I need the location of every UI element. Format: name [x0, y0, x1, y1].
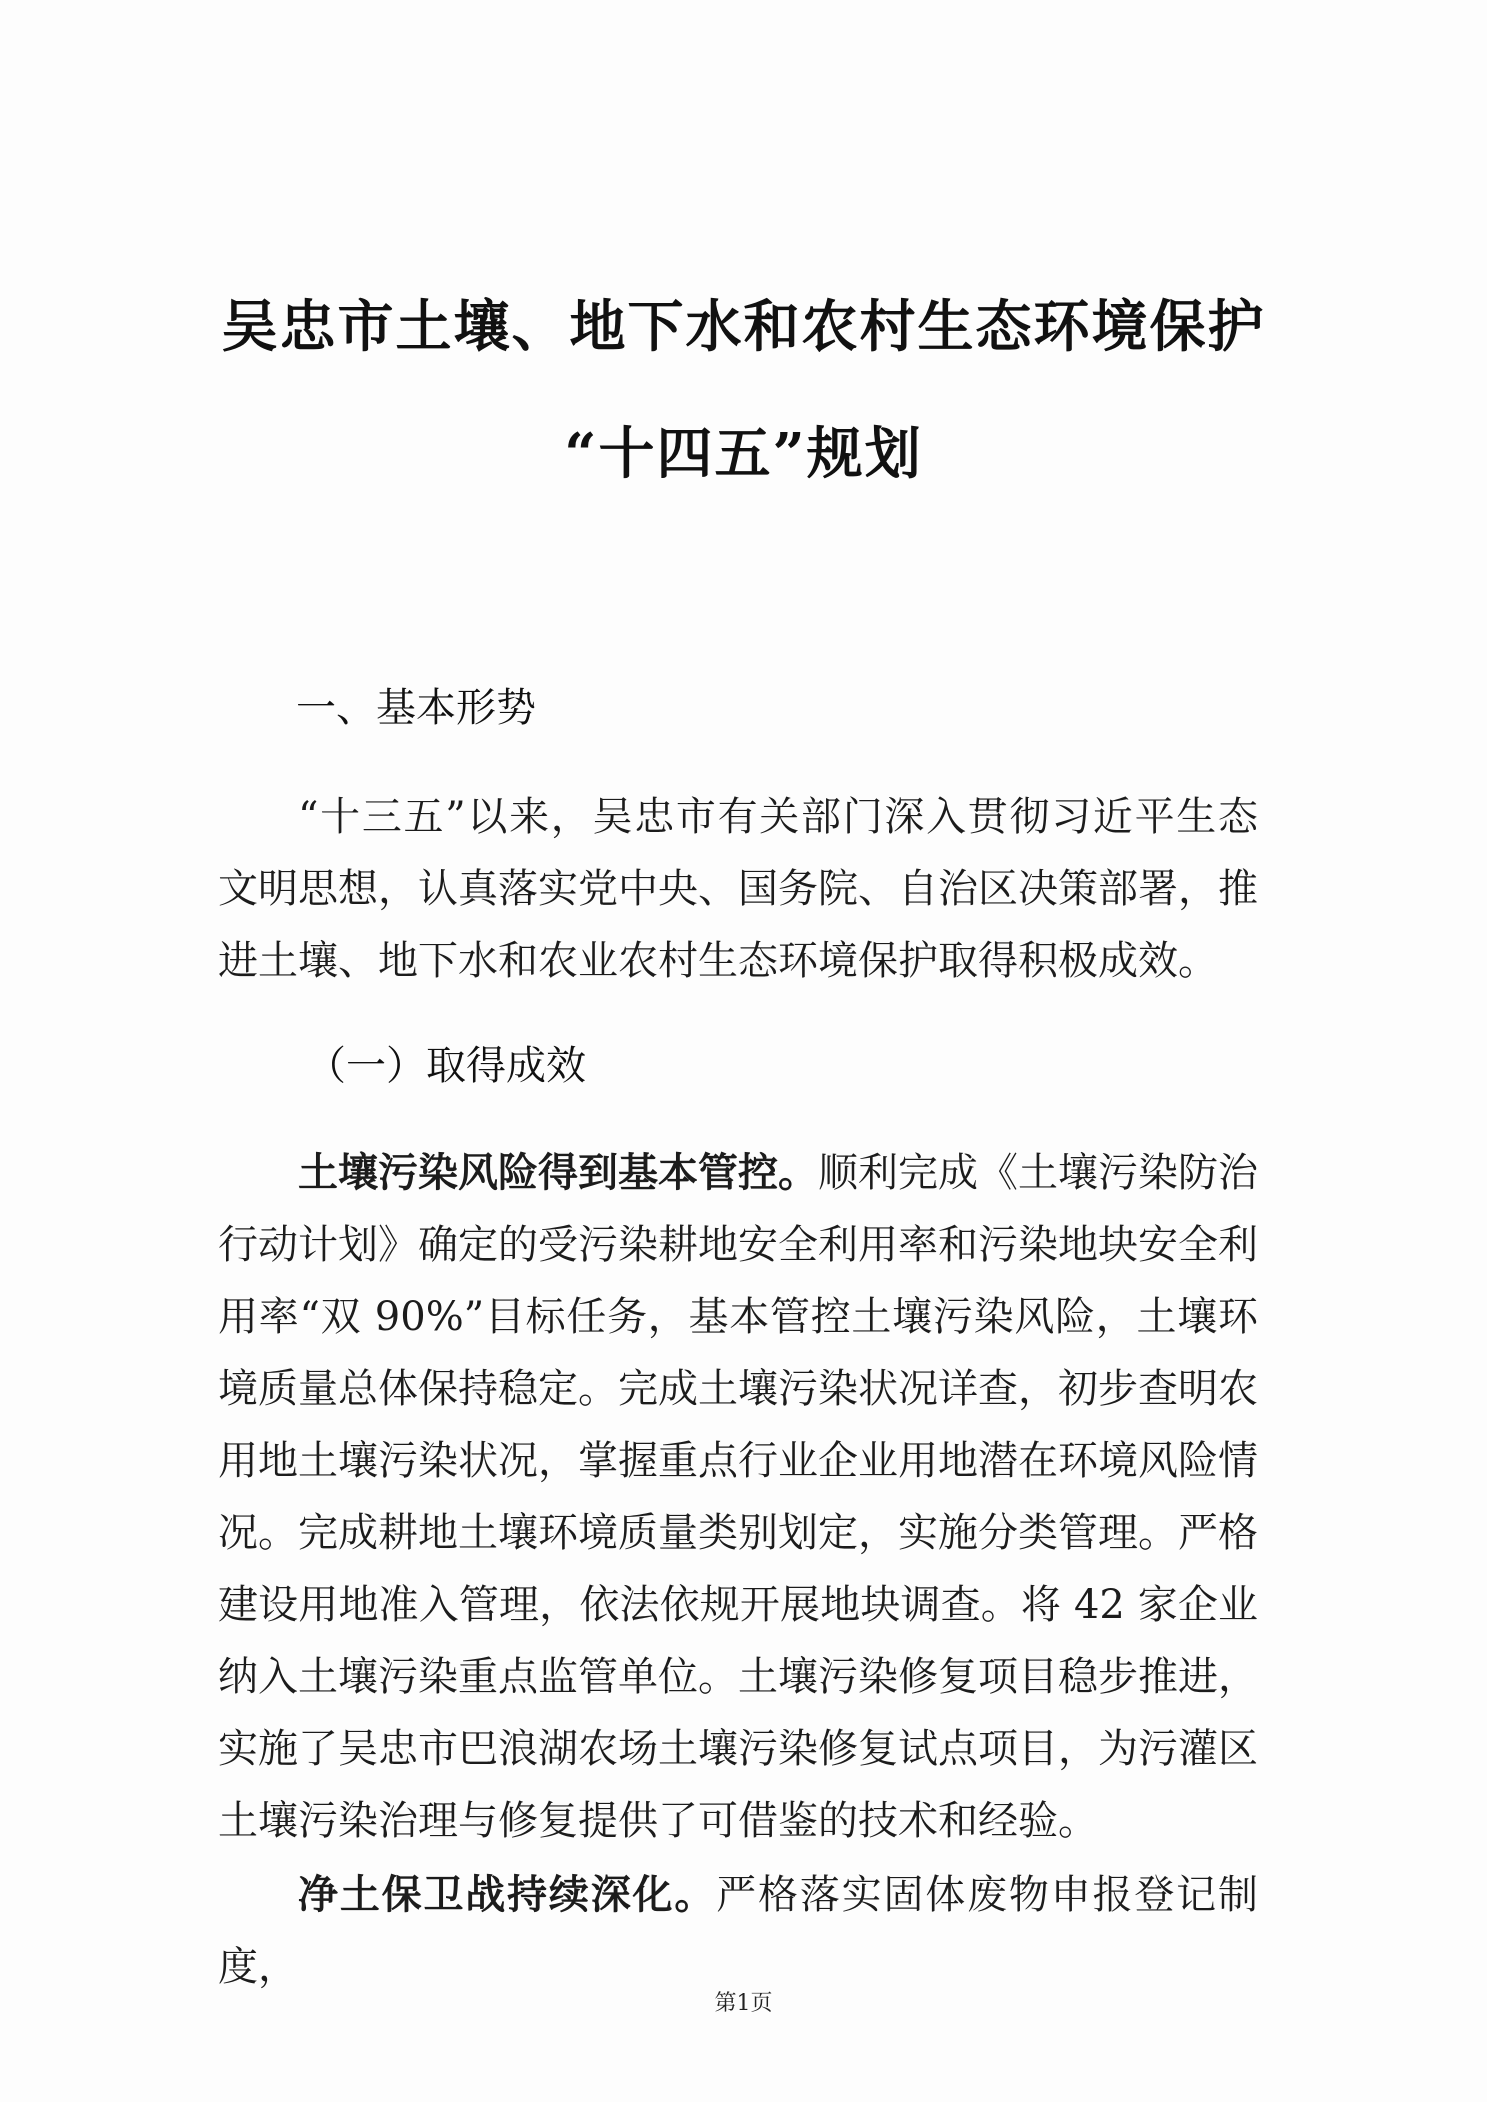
subsection-heading-achievements: （一）取得成效: [306, 1043, 586, 1089]
soil-risk-body: 顺利完成《土壤污染防治行动计划》确定的受污染耕地安全利用率和污染地块安全利用率“双 90%”目标任务，基本管控土壤污染风险，土壤环境质量总体保持稳定。完成土壤污染状况详查，初步查明农用地土壤污染状况，掌握重点行业企业用地潜在环境风险情况。完成耕地土壤环境质量类别划定，实施分类管理。严格建设用地准入管理，依法依规开展地块调查。将 42 家企业纳入土壤污染重点监管单位。土壤污染修复项目稳步推进，实施了吴忠市巴浪湖农场土壤污染修复试点项目，为污灌区土壤污染治理与修复提供了可借鉴的技术和经验。: [218, 1150, 1258, 1844]
soil-risk-paragraph: [218, 1137, 1258, 1857]
soil-risk-lead: 土壤污染风险得到基本管控。: [298, 1150, 818, 1196]
clean-soil-paragraph: [218, 1859, 1258, 2003]
document-title-line1: 吴忠市土壤、地下水和农村生态环境保护: [221, 294, 1266, 360]
page-number: 第1页: [714, 1991, 773, 2016]
clean-soil-body: 严格落实固体废物申报登记制度，: [218, 1872, 1259, 1990]
clean-soil-lead: 净土保卫战持续深化。: [298, 1872, 717, 1918]
section-intro-paragraph: “十三五”以来，吴忠市有关部门深入贯彻习近平生态文明思想，认真落实党中央、国务院、自治区决策部署，推进土壤、地下水和农业农村生态环境保护取得积极成效。: [218, 794, 1258, 984]
document-title-line2: “十四五”规划: [564, 421, 923, 487]
section-heading-basic-situation: 一、基本形势: [296, 685, 536, 731]
